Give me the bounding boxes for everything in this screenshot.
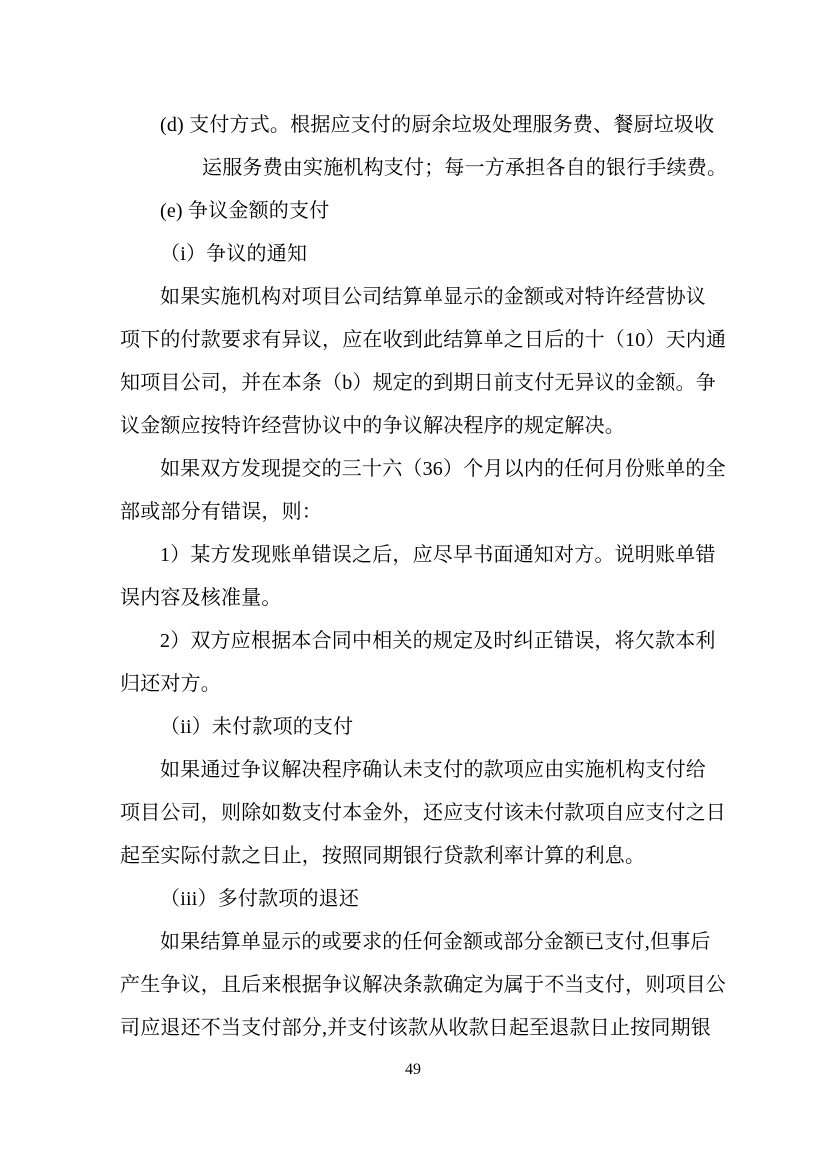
text-line: 1）某方发现账单错误之后，应尽早书面通知对方。说明账单错 — [160, 544, 716, 566]
text-line: 项下的付款要求有异议，应在收到此结算单之日后的十（10）天内通 — [120, 329, 727, 351]
text-line: 误内容及核准量。 — [120, 587, 282, 609]
page-number: 49 — [405, 1061, 421, 1078]
text-line: 2）双方应根据本合同中相关的规定及时纠正错误，将欠款本利 — [160, 630, 716, 652]
text-line: 运服务费由实施机构支付；每一方承担各自的银行手续费。 — [202, 157, 728, 179]
text-line: （i）争议的通知 — [160, 243, 308, 265]
text-line: 议金额应按特许经营协议中的争议解决程序的规定解决。 — [120, 415, 625, 437]
text-line: 如果通过争议解决程序确认未支付的款项应由实施机构支付给 — [160, 759, 706, 781]
text-line: 部或部分有错误，则： — [120, 501, 322, 523]
text-line: (e) 争议金额的支付 — [160, 200, 330, 222]
text-line: 产生争议，且后来根据争议解决条款确定为属于不当支付，则项目公 — [120, 974, 726, 996]
text-line: 如果双方发现提交的三十六（36）个月以内的任何月份账单的全 — [160, 458, 726, 480]
text-line: 归还对方。 — [120, 673, 221, 695]
text-line: （iii）多付款项的退还 — [160, 888, 360, 910]
document-lines — [120, 104, 728, 1050]
text-line: 如果实施机构对项目公司结算单显示的金额或对特许经营协议 — [160, 286, 706, 308]
text-line: 司应退还不当支付部分,并支付该款从收款日起至退款日止按同期银 — [120, 1017, 711, 1039]
text-line: 知项目公司，并在本条（b）规定的到期日前支付无异议的金额。争 — [120, 372, 716, 394]
text-line: (d) 支付方式。根据应支付的厨余垃圾处理服务费、餐厨垃圾收 — [160, 114, 715, 136]
text-line: 项目公司，则除如数支付本金外，还应支付该未付款项自应支付之日 — [120, 802, 726, 824]
text-line: 起至实际付款之日止，按照同期银行贷款利率计算的利息。 — [120, 845, 646, 867]
text-line: （ii）未付款项的支付 — [160, 716, 354, 738]
text-line: 如果结算单显示的或要求的任何金额或部分金额已支付,但事后 — [160, 931, 711, 953]
